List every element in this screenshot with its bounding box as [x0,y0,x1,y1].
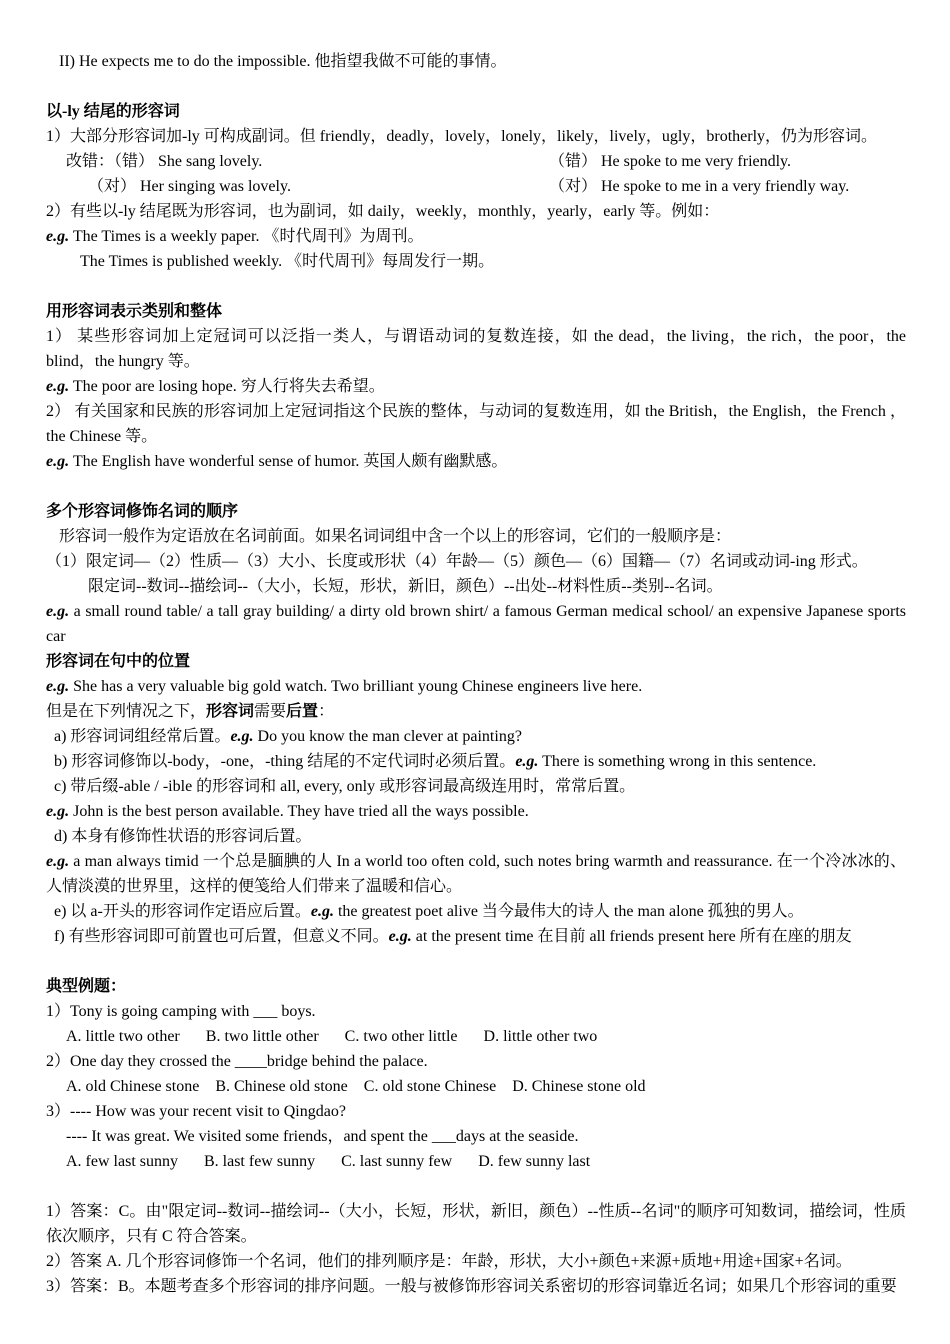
example-line: II) He expects me to do the impossible. 他指望我做不可能的事情。 [59,53,507,70]
eg-label: e.g. [230,728,254,745]
example-line [46,599,906,649]
answer: 3）答案：B。本题考查多个形容词的排序问题。一般与被修饰形容词关系密切的形容词靠近名词；如果几个形容词的重要 [46,1278,897,1295]
eg-label: e.g. [46,453,70,470]
paragraph: 形容词一般作为定语放在名词前面。如果名词词组中含一个以上的形容词，它们的一般顺序是： [59,528,732,545]
intro-text: ： [318,703,335,720]
example-text: the greatest poet alive 当今最伟大的诗人 the man alone 孤独的男人。 [333,903,804,920]
option: C. two other little [344,1028,458,1045]
example-line [46,374,906,399]
section-heading: 以-ly 结尾的形容词 [46,103,180,120]
rule-text: f) 有些形容词即可前置也可后置，但意义不同。 [54,928,389,945]
question: ---- It was great. We visited some friends，and spent the ___days at the seaside. [66,1128,579,1145]
eg-label: e.g. [46,853,70,870]
question-options [46,1024,906,1049]
option: A. few last sunny [66,1153,178,1170]
example-text: The English have wonderful sense of humor. 英国人颇有幽默感。 [69,453,508,470]
option: B. two little other [205,1028,319,1045]
eg-label: e.g. [515,753,539,770]
option: A. old Chinese stone [66,1078,200,1095]
example-line [46,674,906,699]
paragraph [46,699,906,724]
rule-item [46,724,906,749]
section-typical-examples [46,974,906,1174]
rule-text: b) 形容词修饰以-body，-one，-thing 结尾的不定代词时必须后置。 [54,753,516,770]
paragraph: 2） 有关国家和民族的形容词加上定冠词指这个民族的整体，与动词的复数连用，如 the British，the English，the French ，the Chinese 等。 [46,403,906,445]
wrong-example: 改错：（错） She sang lovely. [66,153,263,170]
answer: 1）答案：C。由"限定词--数词--描绘词--（大小，长短，形状，新旧，颜色）--性质--名词"的顺序可知数词，描绘词，性质依次顺序，只有 C 符合答案。 [46,1203,906,1245]
paragraph: 2）有些以-ly 结尾既为形容词，也为副词，如 daily，weekly，monthly，yearly，early 等。例如： [46,203,720,220]
paragraph: （1）限定词—（2）性质—（3）大小、长度或形状（4）年龄—（5）颜色—（6）国籍—（7）名词或动词-ing 形式。 [46,553,868,570]
example-line [46,849,906,899]
example-line [46,449,906,474]
option: C. last sunny few [341,1153,453,1170]
section-heading: 典型例题： [46,978,127,995]
section-class-whole [46,299,906,474]
section-answers [46,1199,906,1299]
example-text: a small round table/ a tall gray building/ a dirty old brown shirt/ a famous German medical school/ an expensive Japanese sports car [46,603,906,645]
answer: 2）答案 A. 几个形容词修饰一个名词，他们的排列顺序是：年龄，形状，大小+颜色+来源+质地+用途+国家+名词。 [46,1253,852,1270]
intro-bold: 后置 [286,703,319,720]
example-text: a man always timid 一个总是腼腆的人 In a world too often cold, such notes bring warmth and reassurance. 在一个冷冰冰的、人情淡漠的世界里，这样的便笺给人们带来了温暖和信心。 [46,853,906,895]
question: 3）---- How was your recent visit to Qingdao? [46,1103,346,1120]
rule-item: d) 本身有修饰性状语的形容词后置。 [54,828,312,845]
question-options [46,1149,906,1174]
example-line: The Times is published weekly. 《时代周刊》每周发行一期。 [80,253,495,270]
correction-row [46,174,906,199]
example-text: There is something wrong in this sentence. [538,753,817,770]
example-text: Do you know the man clever at painting? [253,728,522,745]
example-line [46,799,906,824]
eg-label: e.g. [46,603,70,620]
option: B. Chinese old stone [215,1078,348,1095]
rule-item [46,899,906,924]
rule-item [46,749,906,774]
eg-label: e.g. [388,928,412,945]
wrong-example: （错） He spoke to me very friendly. [549,153,792,170]
eg-label: e.g. [46,228,70,245]
option: A. little two other [66,1028,180,1045]
question: 2）One day they crossed the ____bridge behind the palace. [46,1053,428,1070]
section-heading: 形容词在句中的位置 [46,653,191,670]
option: D. little other two [483,1028,598,1045]
rule-text: a) 形容词词组经常后置。 [54,728,231,745]
example-text: at the present time 在目前 all friends present here 所有在座的朋友 [411,928,852,945]
option: D. few sunny last [478,1153,591,1170]
eg-label: e.g. [46,678,70,695]
intro-text: 但是在下列情况之下， [46,703,207,720]
eg-label: e.g. [46,803,70,820]
section-adjective-order [46,499,906,649]
rule-text: e) 以 a-开头的形容词作定语应后置。 [54,903,311,920]
paragraph: 1） 某些形容词加上定冠词可以泛指一类人，与谓语动词的复数连接，如 the dead，the living，the rich，the poor，the blind，the hungry 等。 [46,328,906,370]
paragraph: 限定词--数词--描绘词--（大小，长短，形状，新旧，颜色）--出处--材料性质--类别--名词。 [88,578,723,595]
option: C. old stone Chinese [363,1078,497,1095]
example-text: John is the best person available. They have tried all the ways possible. [69,803,529,820]
correct-example: （对） Her singing was lovely. [88,178,291,195]
question-options [46,1074,906,1099]
option: D. Chinese stone old [512,1078,646,1095]
eg-label: e.g. [310,903,334,920]
eg-label: e.g. [46,378,70,395]
section-heading: 用形容词表示类别和整体 [46,303,223,320]
section-ly-adjectives [46,99,906,274]
option: B. last few sunny [203,1153,316,1170]
intro-bold: 形容词 [206,703,255,720]
paragraph: 1）大部分形容词加-ly 可构成副词。但 friendly，deadly，lovely，lonely，likely，lively，ugly，brotherly，仍为形容词。 [46,128,878,145]
rule-item [46,924,906,949]
document-page [46,49,906,1299]
intro-text: 需要 [254,703,287,720]
question: 1）Tony is going camping with ___ boys. [46,1003,316,1020]
example-line [46,224,906,249]
example-text: The Times is a weekly paper. 《时代周刊》为周刊。 [69,228,424,245]
rule-item: c) 带后缀-able / -ible 的形容词和 all, every, only 或形容词最高级连用时，常常后置。 [54,778,636,795]
example-text: The poor are losing hope. 穷人行将失去希望。 [69,378,385,395]
correction-row [46,149,906,174]
section-heading: 多个形容词修饰名词的顺序 [46,503,239,520]
example-text: She has a very valuable big gold watch. Two brilliant young Chinese engineers live here. [69,678,643,695]
section-adjective-position [46,649,906,949]
correct-example: （对） He spoke to me in a very friendly way. [549,178,850,195]
